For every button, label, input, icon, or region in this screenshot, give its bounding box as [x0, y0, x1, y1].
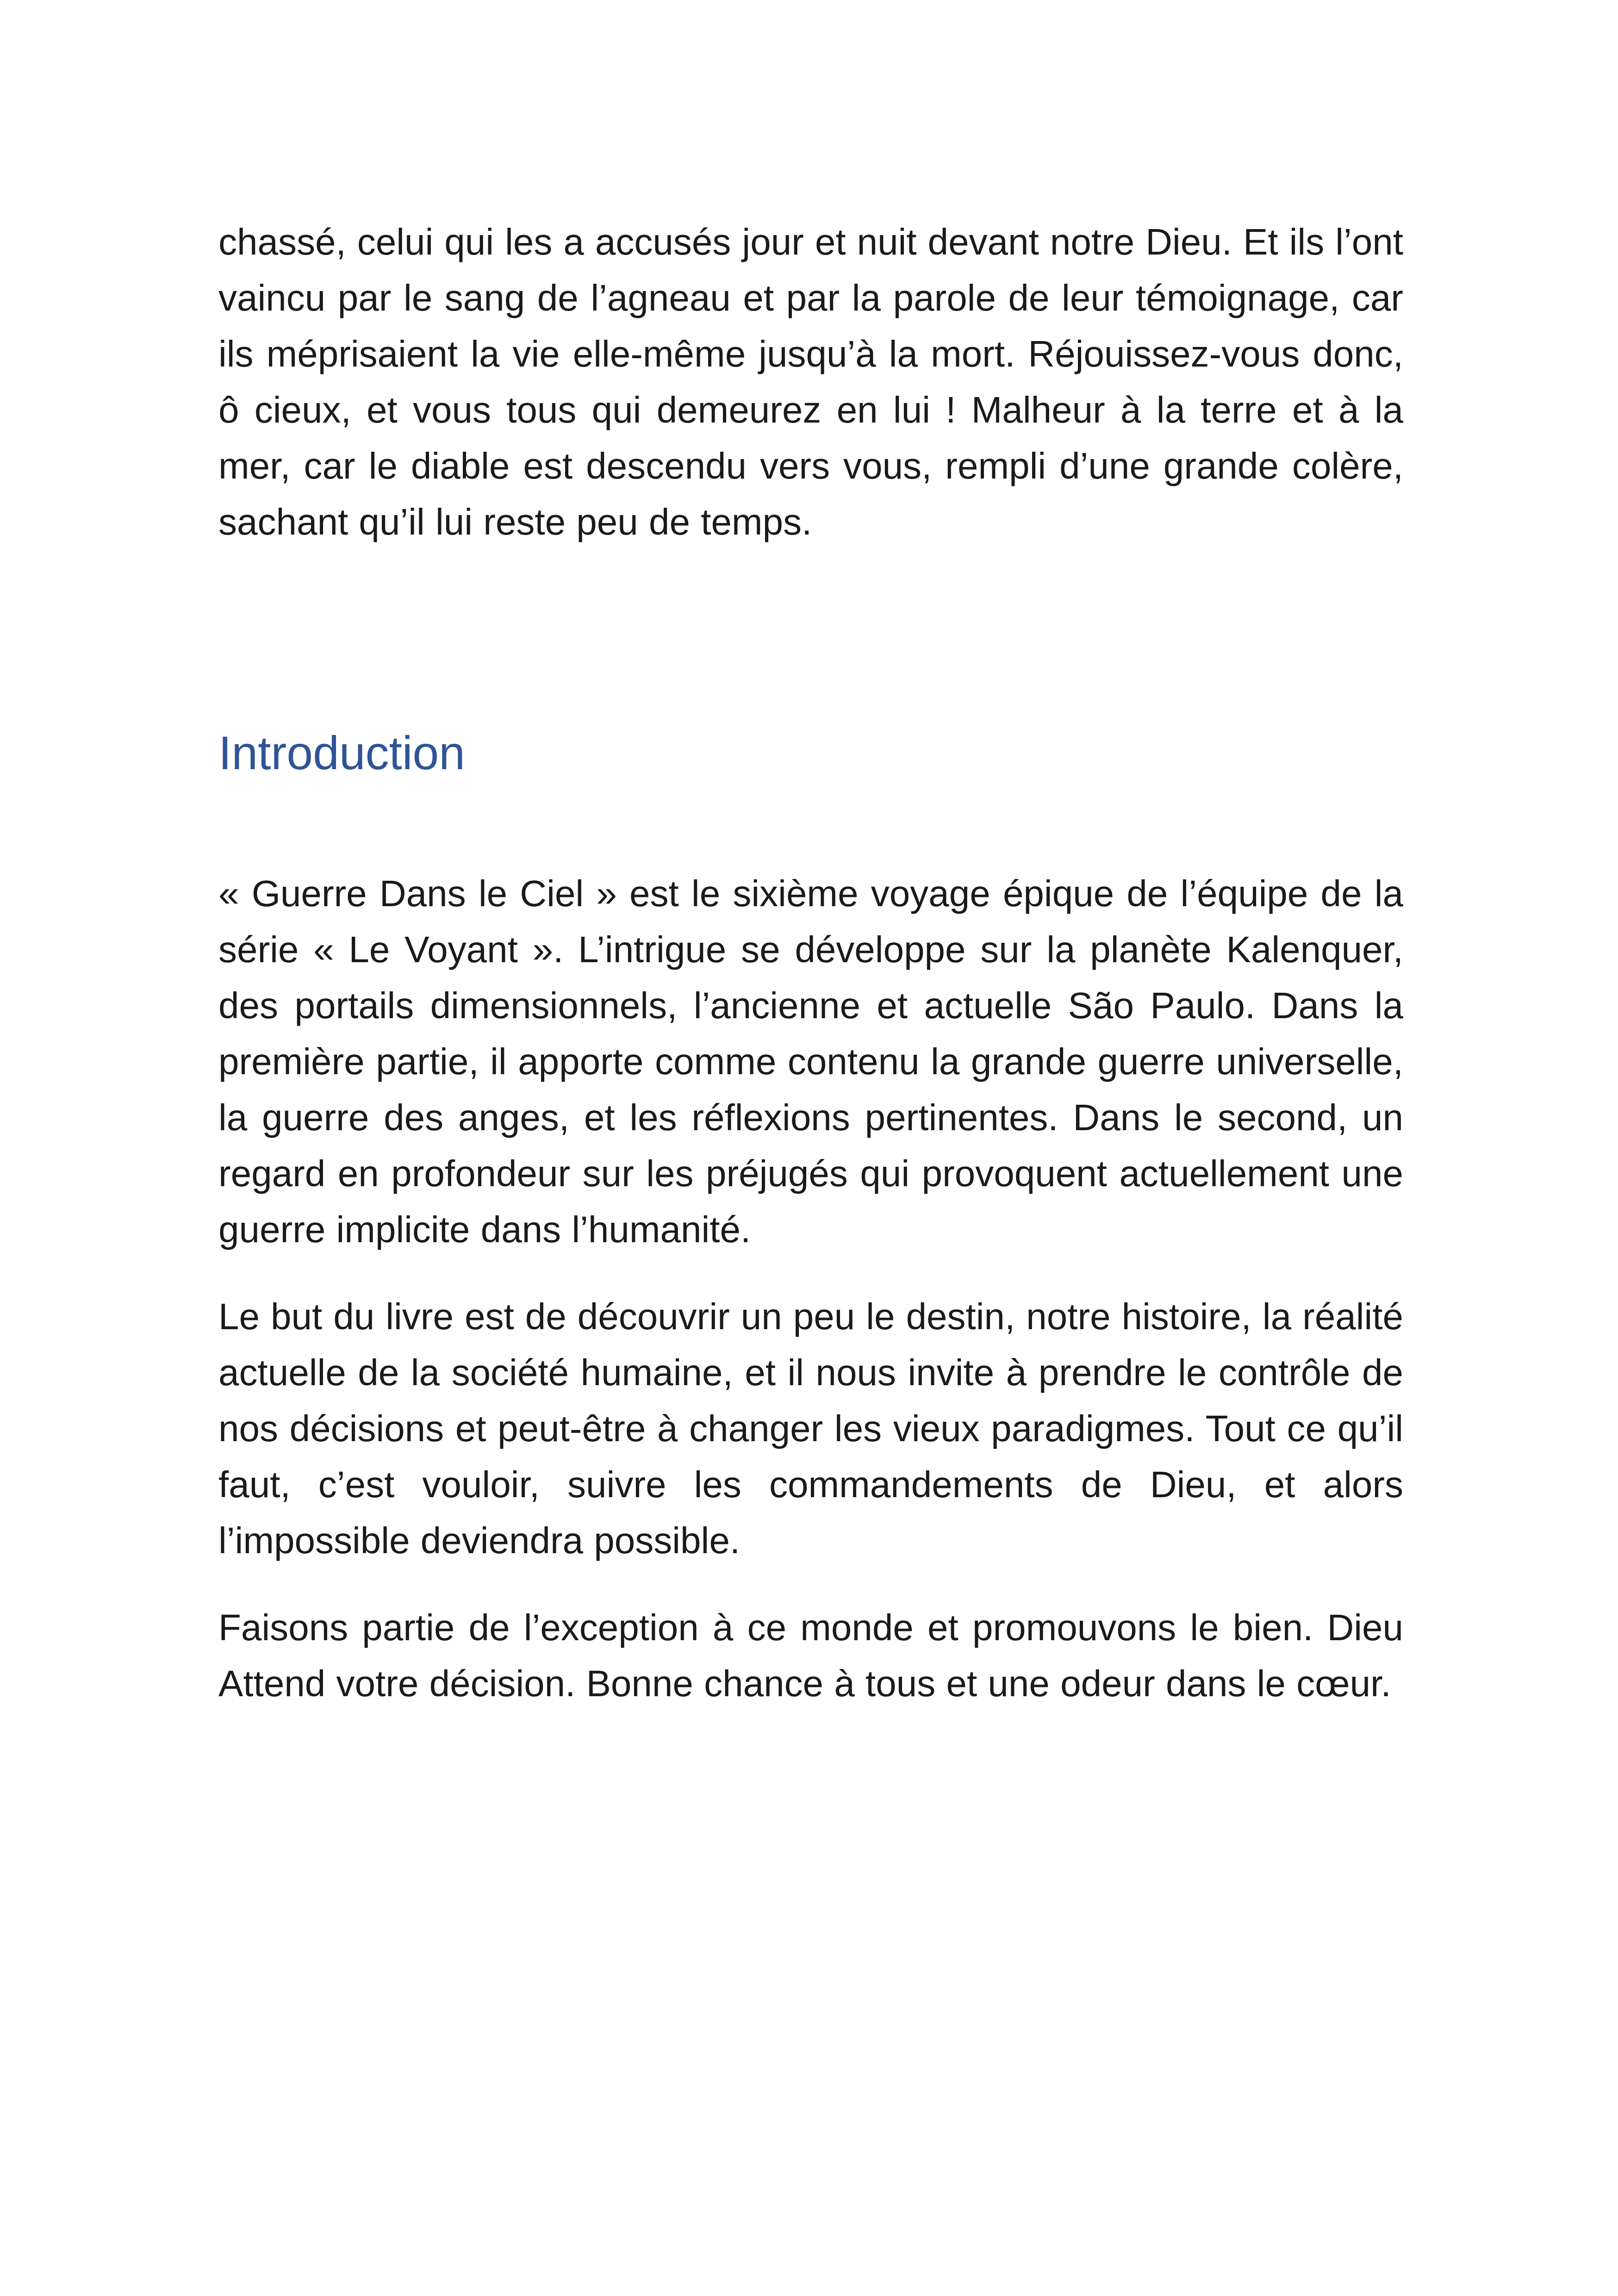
- intro-paragraph-1: « Guerre Dans le Ciel » est le sixième voyage épique de l’équipe de la série « Le Voyant ». L’intrigue se développe sur la planète Kalenquer, des portails dimensionnels, l’ancienne et actuelle São Paulo. Dans la première partie, il apporte comme contenu la grande guerre universelle, la guerre des anges, et les réflexions pertinentes. Dans le second, un regard en profondeur sur les préjugés qui provoquent actuellement une guerre implicite dans l’humanité.: [218, 873, 1403, 1250]
- page-content: [218, 214, 1403, 1704]
- intro-paragraph-3: Faisons partie de l’exception à ce monde et promouvons le bien. Dieu Attend votre décision. Bonne chance à tous et une odeur dans le cœur.: [218, 1607, 1403, 1704]
- introduction-body: [218, 865, 1403, 1742]
- intro-paragraph-2: Le but du livre est de découvrir un peu le destin, notre histoire, la réalité actuelle de la société humaine, et il nous invite à prendre le contrôle de nos décisions et peut-être à changer les vieux paradigmes. Tout ce qu’il faut, c’est vouloir, suivre les commandements de Dieu, et alors l’impossible deviendra possible.: [218, 1296, 1403, 1561]
- opening-paragraph: chassé, celui qui les a accusés jour et nuit devant notre Dieu. Et ils l’ont vaincu par le sang de l’agneau et par la parole de leur témoignage, car ils méprisaient la vie elle-même jusqu’à la mort. Réjouissez-vous donc, ô cieux, et vous tous qui demeurez en lui ! Malheur à la terre et à la mer, car le diable est descendu vers vous, rempli d’une grande colère, sachant qu’il lui reste peu de temps.: [218, 221, 1403, 542]
- section-heading: Introduction: [218, 727, 466, 779]
